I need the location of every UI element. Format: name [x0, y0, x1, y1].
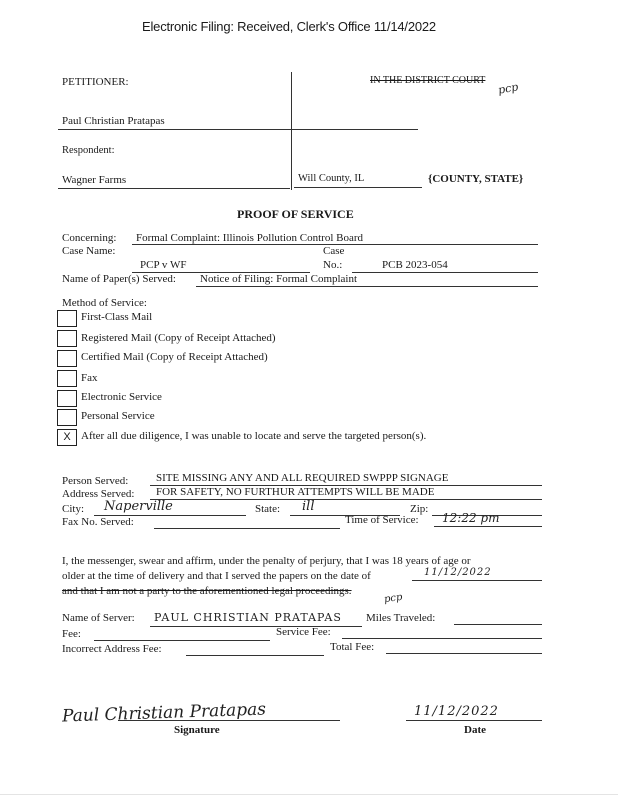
time-of-service-label: Time of Service:: [345, 514, 419, 526]
affirmation-line-3-struck: and that I am not a party to the aforementioned legal proceedings.: [62, 585, 352, 597]
miles-traveled-underline: [454, 624, 542, 625]
county-value: Will County, IL: [298, 173, 365, 184]
address-served-value: FOR SAFETY, NO FURTHUR ATTEMPTS WILL BE MADE: [156, 486, 435, 498]
service-fee-label: Service Fee:: [276, 626, 331, 638]
affirmation-initials: pcp: [383, 591, 404, 606]
concerning-value: Formal Complaint: Illinois Pollution Control Board: [136, 232, 364, 244]
incorrect-address-fee-label: Incorrect Address Fee:: [62, 643, 162, 655]
option-registered-mail: Registered Mail (Copy of Receipt Attached): [81, 332, 276, 344]
address-served-label: Address Served:: [62, 488, 135, 500]
petitioner-name: Paul Christian Pratapas: [62, 115, 165, 127]
page-bottom-edge: [0, 794, 618, 795]
total-fee-label: Total Fee:: [330, 641, 375, 653]
server-name-value: PAUL CHRISTIAN PRATAPAS: [154, 611, 342, 624]
city-label: City:: [62, 503, 85, 515]
address-served-underline: [150, 499, 542, 500]
respondent-label: Respondent:: [62, 145, 115, 156]
concerning-label: Concerning:: [62, 232, 117, 244]
case-name-value: PCP v WF: [140, 259, 187, 271]
total-fee-underline: [386, 653, 542, 654]
court-name: IN THE DISTRICT COURT: [370, 75, 486, 86]
method-label: Method of Service:: [62, 297, 147, 309]
respondent-underline: [58, 188, 290, 189]
fax-served-underline: [154, 528, 340, 529]
checkbox-fax[interactable]: [57, 370, 77, 387]
court-initials: pcp: [497, 80, 520, 97]
county-state-label: {COUNTY, STATE}: [428, 173, 524, 185]
option-certified-mail: Certified Mail (Copy of Receipt Attached): [81, 351, 268, 363]
case-no-underline: [352, 272, 538, 273]
fee-label: Fee:: [62, 628, 81, 640]
caption-divider: [291, 72, 292, 190]
checkbox-unable-to-serve[interactable]: X: [57, 429, 77, 446]
service-fee-underline: [342, 638, 542, 639]
city-value: Naperville: [104, 499, 173, 514]
checkbox-certified-mail[interactable]: [57, 350, 77, 367]
option-fax: Fax: [81, 372, 98, 384]
affirmation-line-2: older at the time of delivery and that I served the papers on the date of: [62, 570, 371, 582]
case-name-label: Case Name:: [62, 245, 116, 257]
checkbox-registered-mail[interactable]: [57, 330, 77, 347]
checkbox-first-class-mail[interactable]: [57, 310, 77, 327]
incorrect-address-fee-underline: [186, 655, 324, 656]
signature-underline: [118, 720, 340, 721]
checkbox-personal-service[interactable]: [57, 409, 77, 426]
affirmation-line-1: I, the messenger, swear and affirm, under the penalty of perjury, that I was 18 years of age or: [62, 555, 471, 567]
option-personal-service: Personal Service: [81, 410, 155, 422]
signature-date-label: Date: [464, 724, 486, 736]
signature-label: Signature: [174, 724, 220, 736]
papers-value: Notice of Filing: Formal Complaint: [200, 273, 358, 285]
person-served-label: Person Served:: [62, 475, 129, 487]
fax-served-label: Fax No. Served:: [62, 516, 134, 528]
option-electronic-service: Electronic Service: [81, 391, 162, 403]
server-name-label: Name of Server:: [62, 612, 135, 624]
option-first-class-mail: First-Class Mail: [81, 311, 153, 323]
case-no-value: PCB 2023-054: [382, 259, 448, 271]
county-underline: [294, 187, 422, 188]
miles-traveled-label: Miles Traveled:: [366, 612, 436, 624]
state-value: ill: [302, 499, 315, 514]
filing-stamp: Electronic Filing: Received, Clerk's Office 11/14/2022: [142, 19, 436, 34]
fee-underline: [94, 640, 270, 641]
signature-date-underline: [406, 720, 542, 721]
signature-handwritten: Paul Christian Pratapas: [61, 699, 267, 727]
papers-label: Name of Paper(s) Served:: [62, 273, 176, 285]
affirmation-date-underline: [412, 580, 542, 581]
checkbox-electronic-service[interactable]: [57, 390, 77, 407]
petitioner-underline: [58, 129, 418, 130]
petitioner-label: PETITIONER:: [62, 76, 129, 88]
zip-label: Zip:: [410, 503, 429, 515]
document-title: PROOF OF SERVICE: [237, 207, 354, 221]
respondent-name: Wagner Farms: [62, 174, 127, 186]
case-no-label-1: Case: [323, 245, 345, 257]
affirmation-date: 11/12/2022: [424, 567, 492, 578]
time-of-service-underline: [434, 526, 542, 527]
signature-date-value: 11/12/2022: [414, 704, 499, 719]
case-no-label-2: No.:: [323, 259, 343, 271]
option-unable-to-serve: After all due diligence, I was unable to locate and serve the targeted person(s).: [81, 430, 427, 442]
papers-underline: [196, 286, 538, 287]
time-of-service-value: 12:22 pm: [442, 511, 500, 525]
state-label: State:: [255, 503, 281, 515]
person-served-value: SITE MISSING ANY AND ALL REQUIRED SWPPP SIGNAGE: [156, 472, 449, 484]
